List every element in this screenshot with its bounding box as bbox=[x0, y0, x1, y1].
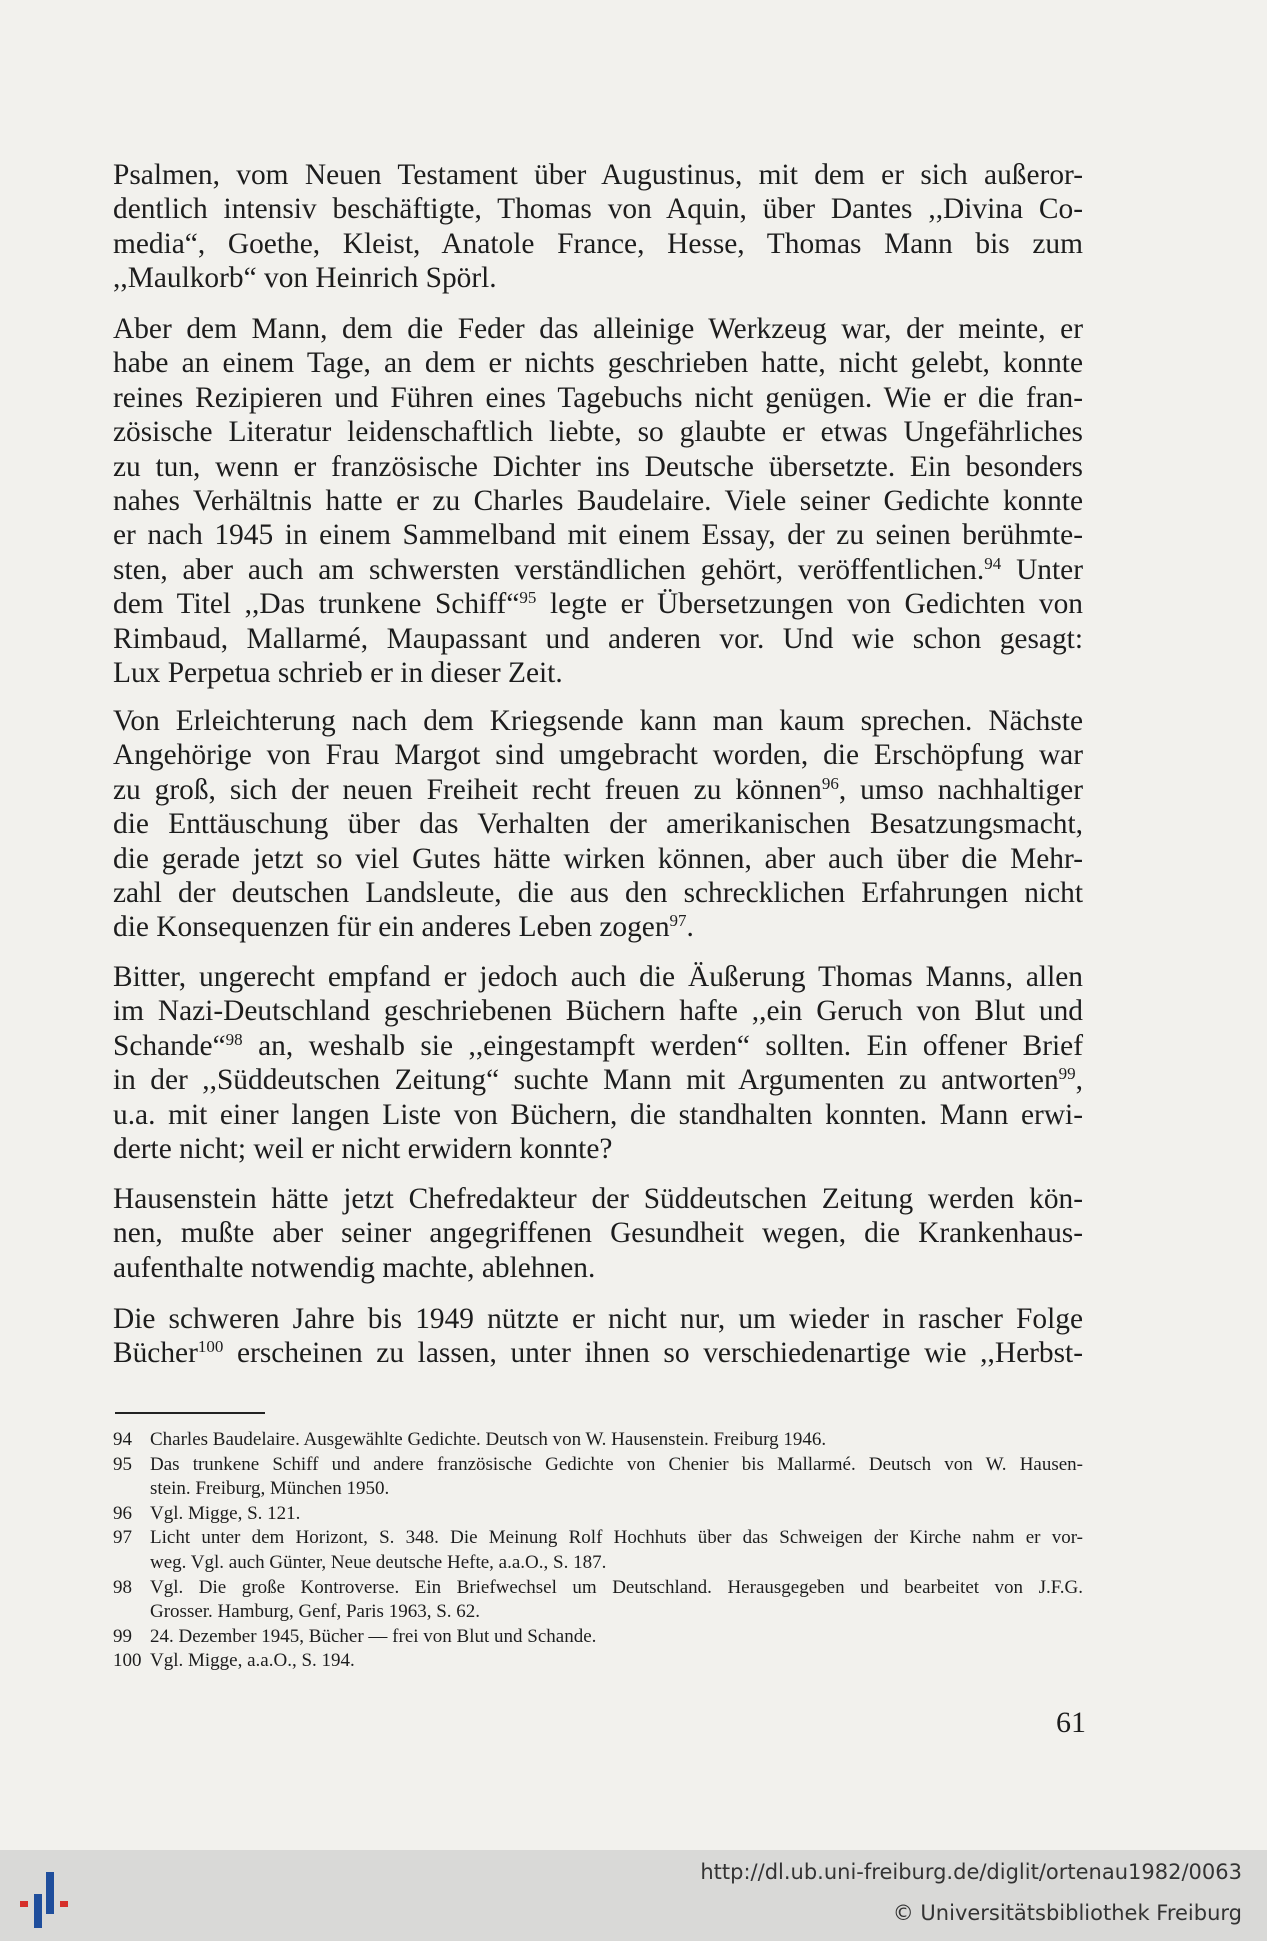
paragraph-6 bbox=[113, 1302, 1083, 1371]
footnote-ref: 94 bbox=[984, 553, 1002, 573]
paragraph-4 bbox=[113, 960, 1083, 1166]
text-line: reines Rezipieren und Führen eines Tagebuchs nicht genügen. Wie er die fran- bbox=[113, 381, 1083, 414]
text-line: Psalmen, vom Neuen Testament über Augustinus, mit dem er sich außeror- bbox=[113, 159, 1083, 191]
text-line: Hausenstein hätte jetzt Chefredakteur der Süddeutschen Zeitung werden kön- bbox=[113, 1183, 1083, 1215]
text-line: Von Erleichterung nach dem Kriegsende kann man kaum sprechen. Nächste bbox=[113, 705, 1083, 737]
footnote-text: Vgl. Migge, S. 121. bbox=[150, 1502, 301, 1524]
text-line: zu groß, sich der neuen Freiheit recht freuen zu können$^{96}$, umso nachhaltiger bbox=[113, 773, 1084, 806]
copyright-notice: © Universitätsbibliothek Freiburg bbox=[892, 1901, 1242, 1925]
text-line: Rimbaud, Mallarmé, Maupassant und anderen vor. Und wie schon gesagt: bbox=[113, 622, 1083, 655]
text-line: sten, aber auch am schwersten verständlichen gehört, veröffentlichen.$^{94}$ Unter bbox=[113, 553, 1083, 586]
text-line: zu tun, wenn er französische Dichter ins Deutsche übersetzte. Ein besonders bbox=[113, 450, 1083, 483]
text-line: Bücher$^{100}$ erscheinen zu lassen, unter ihnen so verschiedenartige wie ,,Herbst- bbox=[113, 1337, 1083, 1370]
text-line: die Konsequenzen für ein anderes Leben zogen$^{97}$. bbox=[113, 911, 694, 944]
footnote-96 bbox=[113, 1502, 1083, 1527]
text-line: dentlich intensiv beschäftigte, Thomas von Aquin, über Dantes ,,Divina Co- bbox=[113, 193, 1083, 226]
footnote-text: stein. Freiburg, München 1950. bbox=[150, 1478, 390, 1500]
paragraph-5 bbox=[113, 1182, 1083, 1285]
footnote-number: 100 bbox=[113, 1650, 142, 1672]
footnote-100 bbox=[113, 1649, 1083, 1674]
footnote-ref: 100 bbox=[197, 1337, 224, 1357]
paragraph-3 bbox=[113, 704, 1083, 945]
text-line: nen, mußte aber seiner angegriffenen Gesundheit wegen, die Krankenhaus- bbox=[113, 1217, 1083, 1250]
text-line: Angehörige von Frau Margot sind umgebracht worden, die Erschöpfung war bbox=[113, 739, 1083, 772]
text-line: Schande“$^{98}$ an, weshalb sie ,,eingestampft werden“ sollten. Ein offener Brief bbox=[113, 1029, 1083, 1062]
footnote-95 bbox=[113, 1453, 1083, 1502]
footnote-94 bbox=[113, 1428, 1083, 1453]
footnote-97 bbox=[113, 1526, 1083, 1575]
footnote-ref: 97 bbox=[669, 911, 687, 931]
text-line: media“, Goethe, Kleist, Anatole France, Hesse, Thomas Mann bis zum bbox=[113, 227, 1083, 260]
text-line: dem Titel ,,Das trunkene Schiff“$^{95}$ legte er Übersetzungen von Gedichten von bbox=[113, 588, 1083, 621]
text-line: aufenthalte notwendig machte, ablehnen. bbox=[113, 1251, 596, 1284]
footnote-ref: 96 bbox=[821, 773, 839, 793]
footnote-text: weg. Vgl. auch Günter, Neue deutsche Hefte, a.a.O., S. 187. bbox=[150, 1551, 607, 1573]
text-line: er nach 1945 in einem Sammelband mit einem Essay, der zu seinen berühmte- bbox=[113, 519, 1083, 552]
footnote-number: 97 bbox=[113, 1527, 132, 1549]
footnote-98 bbox=[113, 1576, 1083, 1625]
footnote-ref: 95 bbox=[519, 588, 537, 608]
paragraph-1 bbox=[113, 158, 1083, 296]
text-line: Die schweren Jahre bis 1949 nützte er nicht nur, um wieder in rascher Folge bbox=[113, 1303, 1083, 1335]
footnote-number: 94 bbox=[113, 1429, 132, 1450]
text-line: im Nazi-Deutschland geschriebenen Büchern hafte ,,ein Geruch von Blut und bbox=[113, 995, 1083, 1028]
footnote-number: 99 bbox=[113, 1625, 132, 1647]
page-number: 61 bbox=[1056, 1706, 1086, 1739]
footnote-ref: 99 bbox=[1058, 1064, 1076, 1084]
paragraph-2 bbox=[113, 312, 1083, 690]
footnote-number: 96 bbox=[113, 1502, 132, 1524]
footnote-text: 24. Dezember 1945, Bücher — frei von Blut und Schande. bbox=[150, 1625, 597, 1647]
footnote-separator bbox=[115, 1412, 265, 1414]
footnotes bbox=[113, 1428, 1083, 1674]
text-line: die Enttäuschung über das Verhalten der amerikanischen Besatzungsmacht, bbox=[113, 808, 1083, 841]
library-logo-icon bbox=[12, 1864, 82, 1934]
footnote-number: 95 bbox=[113, 1453, 132, 1475]
footnote-text: Vgl. Die große Kontroverse. Ein Briefwechsel um Deutschland. Herausgegeben und bearbeitet von J.F.G. bbox=[150, 1576, 1083, 1598]
text-line: nahes Verhältnis hatte er zu Charles Baudelaire. Viele seiner Gedichte konnte bbox=[113, 485, 1083, 518]
footnote-number: 98 bbox=[113, 1576, 132, 1598]
text-line: Aber dem Mann, dem die Feder das alleinige Werkzeug war, der meinte, er bbox=[113, 313, 1083, 345]
text-line: u.a. mit einer langen Liste von Büchern, die standhalten konnten. Mann erwi- bbox=[113, 1098, 1083, 1131]
text-line: derte nicht; weil er nicht erwidern konnte? bbox=[113, 1133, 613, 1166]
text-line: die gerade jetzt so viel Gutes hätte wirken können, aber auch über die Mehr- bbox=[113, 842, 1083, 875]
footnote-text: Vgl. Migge, a.a.O., S. 194. bbox=[150, 1650, 355, 1672]
text-line: zösische Literatur leidenschaftlich liebte, so glaubte er etwas Ungefährliches bbox=[113, 416, 1083, 449]
text-line: Lux Perpetua schrieb er in dieser Zeit. bbox=[113, 657, 563, 690]
text-line: ,,Maulkorb“ von Heinrich Spörl. bbox=[113, 262, 497, 295]
footnote-text: Grosser. Hamburg, Genf, Paris 1963, S. 62. bbox=[150, 1601, 481, 1623]
footnote-text: Licht unter dem Horizont, S. 348. Die Meinung Rolf Hochhuts über das Schweigen der Kirche nahm er vor- bbox=[150, 1527, 1083, 1549]
text-line: in der ,,Süddeutschen Zeitung“ suchte Mann mit Argumenten zu antworten$^{99}$, bbox=[113, 1064, 1083, 1097]
text-line: Bitter, ungerecht empfand er jedoch auch die Äußerung Thomas Manns, allen bbox=[113, 961, 1083, 993]
footnote-99 bbox=[113, 1625, 1083, 1650]
text-line: zahl der deutschen Landsleute, die aus den schrecklichen Erfahrungen nicht bbox=[113, 877, 1083, 910]
library-footer bbox=[0, 1850, 1267, 1941]
footnote-text: Das trunkene Schiff und andere französische Gedichte von Chenier bis Mallarmé. Deutsch von W. Hausen- bbox=[150, 1453, 1083, 1475]
permalink-url[interactable]: http://dl.ub.uni-freiburg.de/diglit/ortenau1982/0063 bbox=[700, 1860, 1242, 1884]
footnote-text: Charles Baudelaire. Ausgewählte Gedichte. Deutsch von W. Hausenstein. Freiburg 1946. bbox=[150, 1429, 827, 1450]
text-line: habe an einem Tage, an dem er nichts geschrieben hatte, nicht gelebt, konnte bbox=[113, 347, 1083, 380]
footnote-ref: 98 bbox=[225, 1029, 243, 1049]
